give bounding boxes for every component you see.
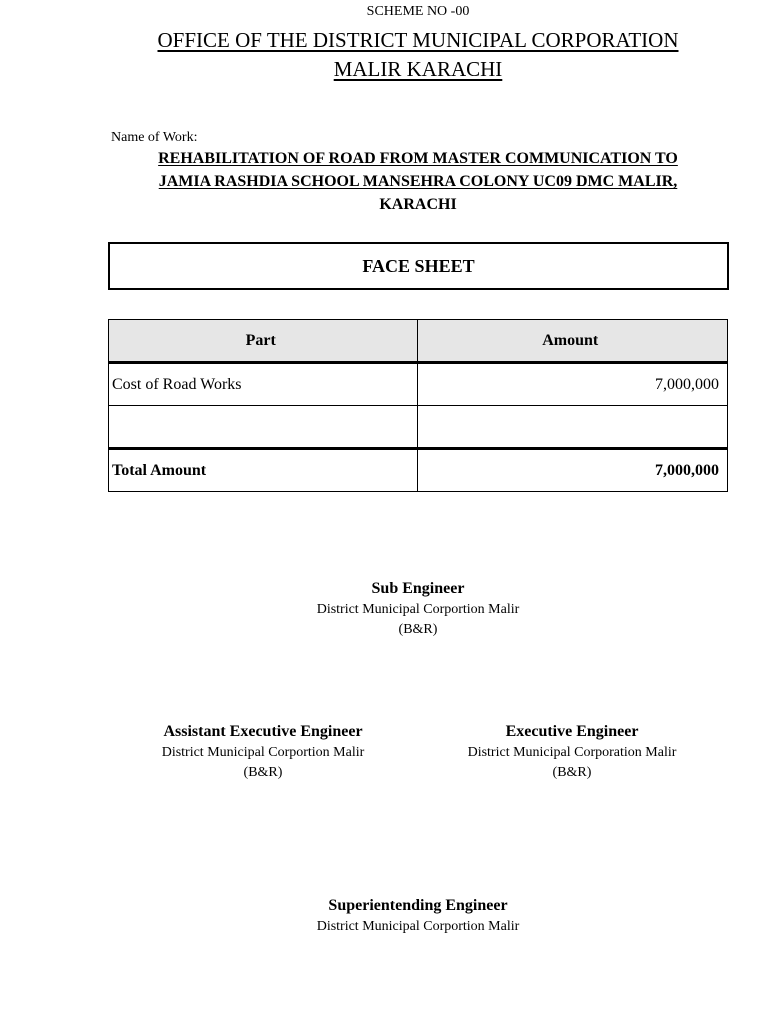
table-total-row xyxy=(109,449,728,492)
row-amount-cell: 7,000,000 xyxy=(418,363,728,406)
signatory-role: Assistant Executive Engineer xyxy=(163,723,363,740)
signatory-office: District Municipal Corporation Malir xyxy=(467,745,677,760)
signatory-office: District Municipal Corportion Malir xyxy=(316,919,520,934)
signatory-dept: (B&R) xyxy=(243,765,283,780)
table-header-row xyxy=(109,320,728,363)
name-of-work-label: Name of Work: xyxy=(111,130,198,145)
table-row xyxy=(109,363,728,406)
column-header-part: Part xyxy=(109,320,418,363)
total-amount-cell: 7,000,000 xyxy=(418,449,728,492)
signature-block-sub-engineer xyxy=(218,578,618,640)
signatory-role: Sub Engineer xyxy=(371,580,465,597)
signatory-dept: (B&R) xyxy=(552,765,592,780)
work-title xyxy=(108,147,728,216)
signatory-role: Superientending Engineer xyxy=(328,897,508,914)
scheme-number: SCHEME NO -00 xyxy=(366,4,470,19)
total-label-cell: Total Amount xyxy=(109,449,418,492)
signatory-dept: (B&R) xyxy=(398,622,438,637)
table-row xyxy=(109,406,728,449)
signature-block-assistant-executive-engineer xyxy=(113,721,413,783)
column-header-amount: Amount xyxy=(418,320,728,363)
office-title xyxy=(100,26,736,84)
cost-table xyxy=(108,319,728,492)
work-title-line3: KARACHI xyxy=(379,196,457,213)
work-title-line2: JAMIA RASHDIA SCHOOL MANSEHRA COLONY UC09 DMC MALIR, xyxy=(158,173,678,190)
face-sheet-title: FACE SHEET xyxy=(108,242,729,290)
work-title-line1: REHABILITATION OF ROAD FROM MASTER COMMUNICATION TO xyxy=(158,150,678,167)
signatory-office: District Municipal Corportion Malir xyxy=(316,602,520,617)
signatory-role: Executive Engineer xyxy=(505,723,639,740)
row-part-cell xyxy=(109,406,418,449)
signature-block-superintending-engineer xyxy=(218,895,618,937)
signatory-office: District Municipal Corportion Malir xyxy=(161,745,365,760)
office-title-line2: MALIR KARACHI xyxy=(333,57,503,81)
row-part-cell: Cost of Road Works xyxy=(109,363,418,406)
signature-block-executive-engineer xyxy=(422,721,722,783)
row-amount-cell xyxy=(418,406,728,449)
office-title-line1: OFFICE OF THE DISTRICT MUNICIPAL CORPORATION xyxy=(157,28,679,52)
